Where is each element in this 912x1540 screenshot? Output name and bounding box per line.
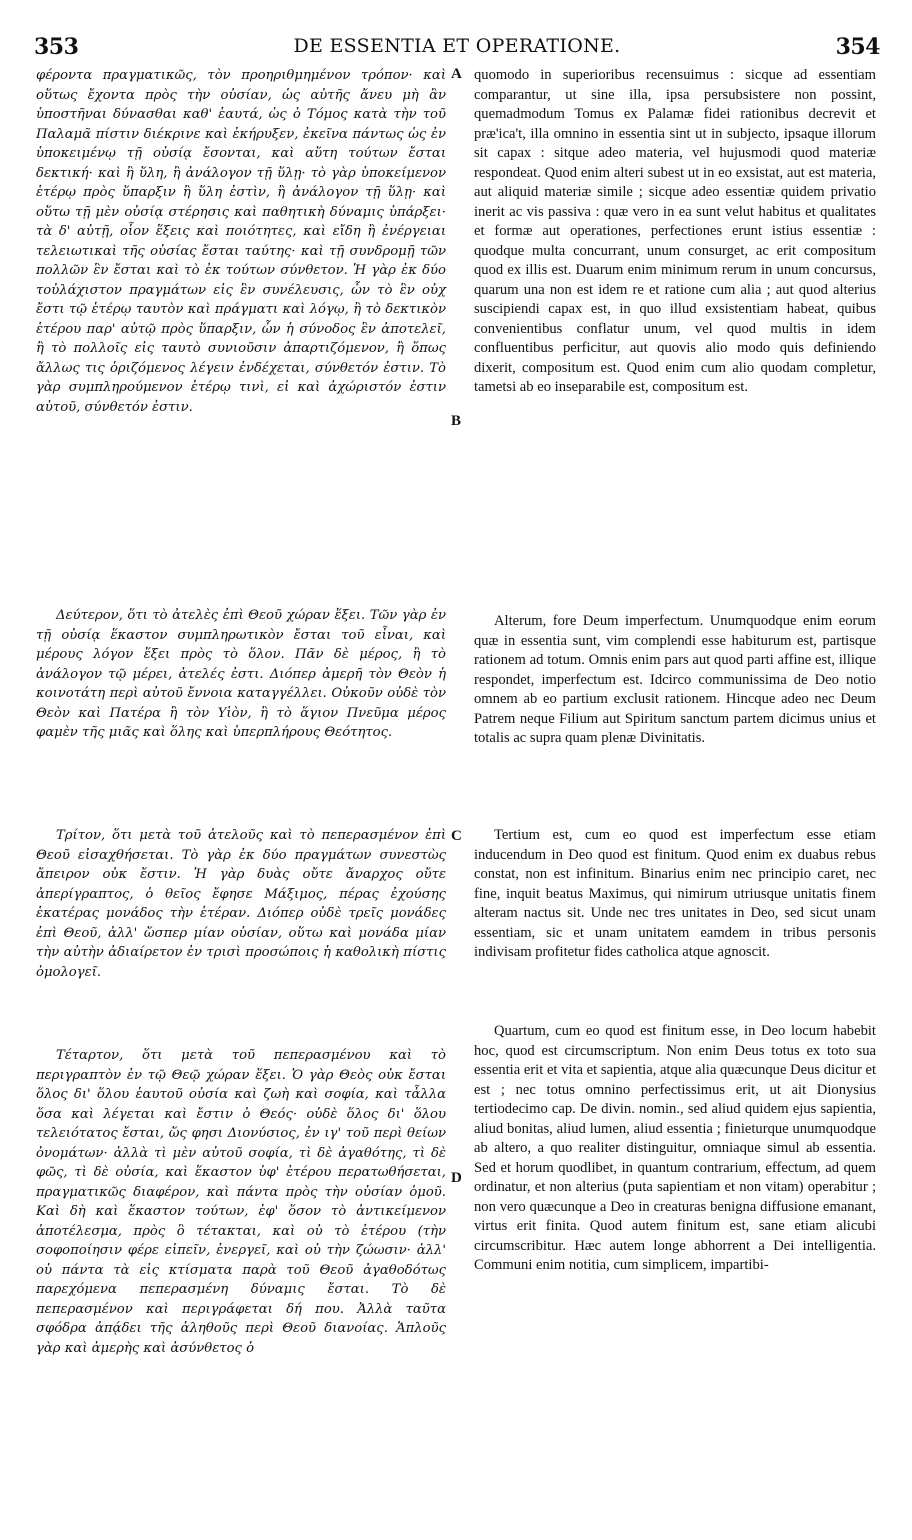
- page-number-right: 354: [835, 34, 880, 60]
- latin-paragraph-3: Tertium est, cum eo quod est imperfectum esse etiam inducendum in Deo quod est finitum. Quod enim ex duabus rebus constat, non est infinitum. Binarius enim nec principio caret, nec fine, inquit beatus Maximus, qui nimirum utriusque unitatis finem alteram nactus sit. Unde nec tres unitates in Deo, sed sicut unam essentiam, sic et unam unitatem eamdem in tribus personis indivisam profitetur fides catholica atque agnoscit.: [474, 827, 876, 960]
- greek-paragraph-2: Δεύτερον, ὅτι τὸ ἀτελὲς ἐπὶ Θεοῦ χώραν ἕξει. Τῶν γὰρ ἐν τῇ οὐσίᾳ ἕκαστον συμπληρωτικὸν ἔσται τοῦ εἶναι, καὶ μέρους λόγον ἕξει πρὸς τὸ ὅλον. Πᾶν δὲ μέρος, ἢ τὸ ἀνάλογον τῷ μέρει, ἀτελές ἐστι. Διόπερ ἀμερῆ τὸν Θεὸν ἡ κοινοτάτη περὶ αὐτοῦ ἔννοια καταγγέλλει. Οὐκοῦν οὐδὲ τὸν Θεὸν καὶ Πατέρα ἢ τὸν Υἱὸν, ἢ τὸ ἅγιον Πνεῦμα μέρος φαμὲν τῆς μιᾶς καὶ ὅλης καὶ ὑπερπλήρους Θεότητος.: [36, 608, 446, 740]
- section-marker-b: B: [451, 413, 462, 429]
- latin-paragraph-4: Quartum, cum eo quod est finitum esse, in Deo locum habebit hoc, quod est circumscriptum. Non enim Deus totus ex toto sua essentia erit et vita et sapientia, atque alia quæcunque Deus dicitur et est ; nec totus omnino perfectissimus erit, ut ait Dionysius tertiodecimo cap. De divin. nomin., sed aliud quidem ejus sapientia, aliud bonitas, aliud lumen, aliud essentia ; finieturque unumquodque ab altero, a quo realiter distinguitur, omniaque simul ab essentia. Sed et horum quodlibet, in quantum contrarium, effectum, ad quem ordinatur, et non alterius (puta sapientiam et non vitam) operabitur ; non vero quæcunque a Deo in creaturas benigna diffusione emanant, virtus erit finita. Quod autem finitum est, sane etiam alicubi circumscribitur. Hæc autem longe abhorrent a Dei intelligentia. Communi enim notitia, cum simplicem, impartibi-: [474, 1023, 876, 1273]
- page-header: [34, 34, 880, 64]
- page-number-left: 353: [34, 34, 79, 60]
- latin-paragraph-2: Alterum, fore Deum imperfectum. Unumquodque enim eorum quæ in essentia sunt, vim complendi esse habiturum est, partisque rationem ad totum. Omnis enim pars aut quod parti affine est, illique respondet, imperfectum est. Idcirco communissima de Deo notio omnem ab eo partium exclusit rationem. Hincque adeo nec Deum Patrem neque Filium aut Spiritum sanctum partem dicimus unius et totalis ac supra quam plenæ Divinitatis.: [474, 613, 876, 746]
- latin-paragraph-1: quomodo in superioribus recensuimus : sicque ad essentiam comparantur, ut sine illa, ipsa persubsistere non possint, quemadmodum Tomus ex Palamæ fidei rationibus decrevit et præ'ica't, illa omnino in essentia sint ut in subjecto, ipsaque illorum sit capax : sitque adeo materia, vel hujusmodi quod materiæ respondeat. Quod enim alteri subest ut in eo exsistat, aut est materia, aut aliquid materiæ simile ; sicque adeo essentiæ quidem privatio inerit ac vis passiva : quæ vero in ea sunt velut habitus et qualitates et formæ aut operationes, perfectiones erunt istius essentiæ : quodque multa concurrant, unum consurget, ac erit compositum quod ex illis est. Duarum enim minimum rerum in unum concursus, quarum una non est idem re et ratione cum alia ; aut quod alterius suscipiendi capax est, in quo illud exsistentiam habeat, quibus convenientibus conflatur unum, vel quod multis in idem confluentibus perficitur, aut quovis alio modo quis definiendo dixerit, compositum est. Quod enim cum alio quodam completur, tametsi ab eo inseparabile est, compositum est.: [474, 67, 876, 395]
- greek-paragraph-1: φέροντα πραγματικῶς, τὸν προηριθμημένον τρόπον· καὶ οὕτως ἔχοντα πρὸς τὴν οὐσίαν, ὡς αὐτῆς ἄνευ μὴ ἂν ὑποστῆναι δύνασθαι καθ' ἑαυτά, ὡς ὁ Τόμος κατὰ τὴν τοῦ Παλαμᾶ πίστιν διέκρινε καὶ ἐκήρυξεν, ἐκεῖνα πάντως ὡς ἐν ὑποκειμένῳ τῇ οὐσίᾳ ἔσονται, καὶ αὕτη τούτων ἔσται δεκτική· καὶ ἢ ὕλη, ἢ ἀνάλογον τῇ ὕλῃ· τὸ γὰρ ὑποκείμενον ἑτέρῳ πρὸς ὕπαρξιν ἢ ὕλη ἐστὶν, ἢ ἀνάλογον τῇ ὕλῃ· καὶ οὕτω τῇ μὲν οὐσίᾳ στέρησις καὶ παθητικὴ δύναμις ὑπάρξει· τὰ δ' αὐτῇ, οἷον ἕξεις καὶ ποιότητες, καὶ εἴδη ἢ ἐνέργειαι τελειωτικαὶ τῆς οὐσίας ἔσται ταύτης· καὶ τῇ συνδρομῇ τῶν πολλῶν ἓν ἔσται καὶ τὸ ἐκ τούτων σύνθετον. Ἡ γὰρ ἐκ δύο τοὐλάχιστον πραγμάτων εἰς ἓν συνέλευσις, ὧν τὸ ἓν οὐχ ἔστι τῷ ἑτέρῳ ταυτὸν καὶ πράγματι καὶ λόγῳ, ἢ τὸ δεκτικὸν ἑτέρου παρ' αὐτῷ πρὸς ὕπαρξιν, ὧν ἡ σύνοδος ἓν ἀποτελεῖ, ἢ τὸ πολλοῖς εἰς ταυτὸ συνιοῦσιν ἀπαρτιζόμενον, ἢ ὅπως ἄλλως τις ὁριζόμενος λέγειν ἐνδέχεται, σύνθετόν ἐστιν. Τὸ γὰρ συμπληρούμενον ἑτέρῳ τινὶ, εἰ καὶ ἀχώριστόν ἐστιν αὐτοῦ, σύνθετόν ἐστιν.: [36, 68, 446, 415]
- section-marker-a: A: [451, 66, 462, 82]
- section-marker-d: D: [451, 1170, 462, 1186]
- greek-paragraph-3: Τρίτον, ὅτι μετὰ τοῦ ἀτελοῦς καὶ τὸ πεπερασμένον ἐπὶ Θεοῦ εἰσαχθήσεται. Τὸ γὰρ ἐκ δύο πραγμάτων συνεστὼς ἄπειρον οὐκ ἔστιν. Ἡ γὰρ δυὰς οὔτε ἄναρχος οὔτε ἀπερίγραπτος, ὁ θεῖος ἔφησε Μάξιμος, πέρας ἐχούσης ἑκατέρας μονάδος τὴν ἑτέραν. Διόπερ οὐδὲ τρεῖς μονάδες ἐπὶ Θεοῦ, ἀλλ' ὥσπερ μίαν οὐσίαν, οὕτω καὶ μονάδα μίαν τὴν αὐτὴν ἀδιαίρετον ἐν τρισὶ προσώποις ἡ καθολικὴ πίστις ὁμολογεῖ.: [36, 828, 446, 980]
- greek-paragraph-4: Τέταρτον, ὅτι μετὰ τοῦ πεπερασμένου καὶ τὸ περιγραπτὸν ἐν τῷ Θεῷ χώραν ἕξει. Ὁ γὰρ Θεὸς οὐκ ἔσται ὅλος δι' ὅλου ἑαυτοῦ οὐσία καὶ ζωὴ καὶ σοφία, καὶ τἆλλα ὅσα καὶ λέγεται καὶ ἔστιν ὁ Θεός· οὐδὲ ὅλος δι' ὅλου τελειότατος ἔσται, ὥς φησι Διονύσιος, ἐν ιγ' τοῦ περὶ θείων ὀνομάτων· ἀλλὰ τὶ μὲν αὐτοῦ σοφία, τὶ δὲ ἀγαθότης, τὶ δὲ φῶς, τὶ δὲ οὐσία, καὶ ἕκαστον ὑφ' ἑτέρου περατωθήσεται, πραγματικῶς διαφέρον, καὶ πάντα πρὸς τὴν οὐσίαν ὁμοῦ. Καὶ δὴ καὶ ἕκαστον τούτων, ἐφ' ὅσον τὸ ἀντικείμενον ἀποτέλεσμα, πρὸς ὃ τέτακται, καὶ οὐ τὸ ἑτέρου (τὴν σοφοποίησιν φέρε εἰπεῖν, ἐνεργεῖ, καὶ οὐ τὴν ζώωσιν· ἀλλ' οὐ πάντα τὰ εἰς κτίσματα παρὰ τοῦ Θεοῦ ἀγαθοδότως παρεχόμενα πεπερασμένη δύναμις ἔσται. Τὸ δὲ πεπερασμένον καὶ περιγράφεται δή που. Ἀλλὰ ταῦτα σφόδρα ἀπᾴδει τῆς ἀληθοῦς περὶ Θεοῦ διανοίας. Ἁπλοῦς γὰρ καὶ ἀμερὴς καὶ ἀσύνθετος ὁ: [36, 1048, 446, 1356]
- section-marker-c: C: [451, 828, 462, 844]
- running-title: DE ESSENTIA ET OPERATIONE.: [293, 35, 621, 57]
